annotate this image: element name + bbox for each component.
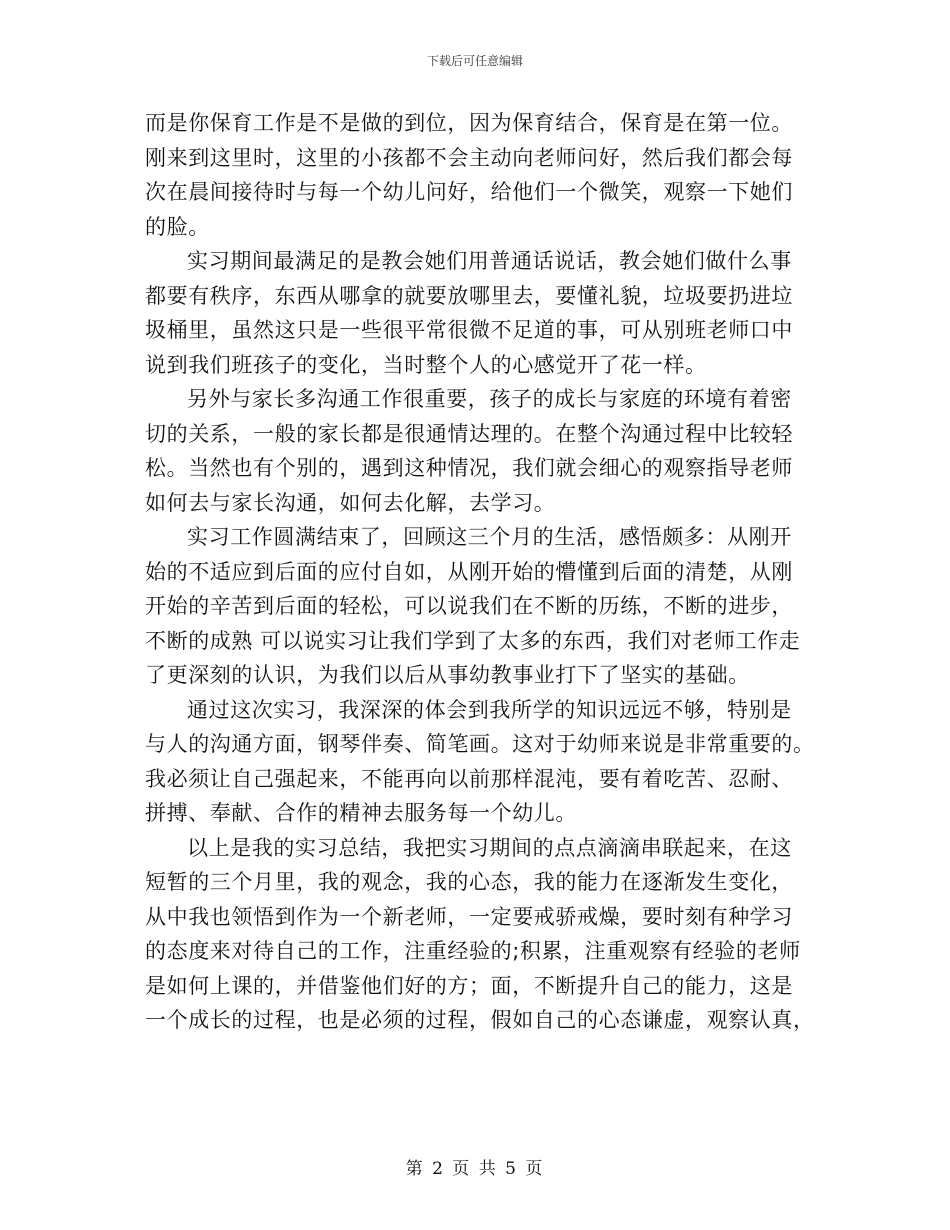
paragraph-4 bbox=[145, 520, 825, 693]
text-line: 切的关系，一般的家长都是很通情达理的。在整个沟通过程中比较轻 bbox=[145, 421, 793, 446]
text-line: 一个成长的过程，也是必须的过程，假如自己的心态谦虚，观察认真， bbox=[145, 1008, 815, 1032]
text-line: 松。当然也有个别的，遇到这种情况，我们就会细心的观察指导老师 bbox=[145, 456, 793, 480]
text-line: 不断的成熟 可以说实习让我们学到了太多的东西，我们对老师工作走 bbox=[145, 628, 801, 653]
document-body bbox=[145, 106, 825, 1038]
text-line: 都要有秩序，东西从哪拿的就要放哪里去，要懂礼貌，垃圾要扔进垃 bbox=[145, 283, 793, 308]
text-line: 刚来到这里时，这里的小孩都不会主动向老师问好，然后我们都会每 bbox=[145, 145, 793, 170]
page-number-footer: 第 2 页 共 5 页 bbox=[405, 1159, 545, 1179]
text-line: 与人的沟通方面，钢琴伴奏、简笔画。这对于幼师来说是非常重要的。 bbox=[145, 732, 815, 756]
paragraph-5 bbox=[145, 693, 825, 831]
paragraph-1 bbox=[145, 106, 825, 244]
text-line: 始的不适应到后面的应付自如，从刚开始的懵懂到后面的清楚，从刚 bbox=[145, 559, 793, 584]
text-line: 拼搏、奉献、合作的精神去服务每一个幼儿。 bbox=[145, 801, 577, 825]
text-line: 实习期间最满足的是教会她们用普通话说话，教会她们做什么事 bbox=[187, 249, 792, 273]
text-line: 开始的辛苦到后面的轻松，可以说我们在不断的历练，不断的进步， bbox=[145, 594, 793, 618]
text-line: 次在晨间接待时与每一个幼儿问好，给他们一个微笑，观察一下她们 bbox=[145, 180, 793, 204]
text-line: 而是你保育工作是不是做的到位，因为保育结合，保育是在第一位。 bbox=[145, 111, 793, 135]
text-line: 圾桶里，虽然这只是一些很平常很微不足道的事，可从别班老师口中 bbox=[145, 318, 793, 342]
text-line: 说到我们班孩子的变化，当时整个人的心感觉开了花一样。 bbox=[145, 352, 707, 377]
paragraph-6 bbox=[145, 831, 825, 1038]
text-line: 是如何上课的，并借鉴他们好的方；面，不断提升自己的能力，这是 bbox=[145, 973, 793, 998]
text-line: 了更深刻的认识，为我们以后从事幼教事业打下了坚实的基础。 bbox=[145, 663, 750, 687]
paragraph-2 bbox=[145, 244, 825, 382]
text-line: 从中我也领悟到作为一个新老师，一定要戒骄戒燥，要时刻有种学习 bbox=[145, 904, 793, 929]
text-line: 通过这次实习，我深深的体会到我所学的知识远远不够，特别是 bbox=[187, 697, 792, 722]
text-line: 短暂的三个月里，我的观念，我的心态，我的能力在逐渐发生变化， bbox=[145, 870, 793, 894]
text-line: 以上是我的实习总结，我把实习期间的点点滴滴串联起来，在这 bbox=[187, 835, 792, 860]
page-header: 下载后可任意编辑 bbox=[426, 54, 523, 68]
text-line: 的脸。 bbox=[145, 214, 210, 239]
paragraph-3 bbox=[145, 382, 825, 520]
text-line: 我必须让自己强起来，不能再向以前那样混沌，要有着吃苦、忍耐、 bbox=[145, 766, 793, 791]
text-line: 实习工作圆满结束了，回顾这三个月的生活，感悟颇多：从刚开 bbox=[187, 525, 792, 549]
text-line: 另外与家长多沟通工作很重要，孩子的成长与家庭的环境有着密 bbox=[187, 387, 792, 411]
text-line: 的态度来对待自己的工作，注重经验的;积累，注重观察有经验的老师 bbox=[145, 939, 801, 963]
text-line: 如何去与家长沟通，如何去化解，去学习。 bbox=[145, 490, 556, 515]
